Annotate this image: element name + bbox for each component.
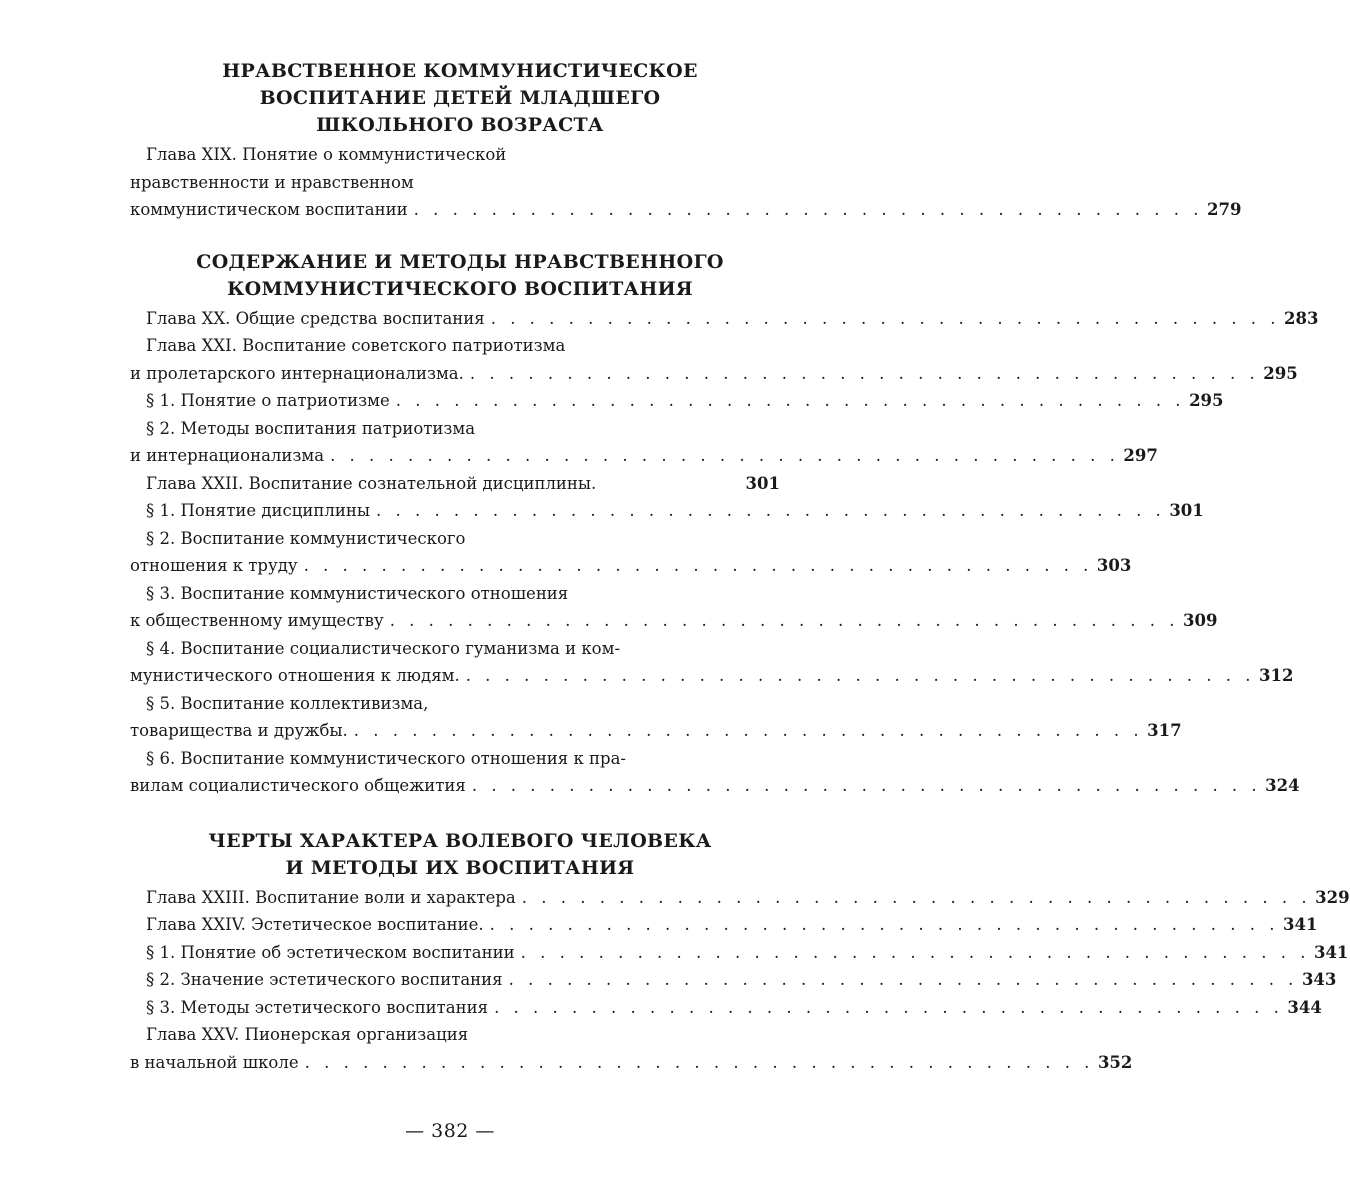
toc-entry-line: § 1. Понятие об эстетическом воспитании: [146, 942, 515, 962]
toc-entry-line: § 2. Значение эстетического воспитания: [146, 970, 503, 989]
toc-entry-line: § 1. Понятие дисциплины: [146, 501, 370, 520]
toc-page-number: 309: [1183, 611, 1218, 630]
toc-entry-line: § 6. Воспитание коммунистического отношения к пра-: [146, 748, 626, 768]
toc-entry-line: товарищества и дружбы.: [130, 721, 348, 740]
toc-entry-line: Глава XIX. Понятие о коммунистической: [146, 145, 507, 164]
toc-page-number: 297: [1123, 446, 1158, 465]
dot-leader: . . . . . . . . . . . . . . . . . . . . . . . . . . . . . . . . . . . . . . . . .: [375, 501, 1166, 520]
toc-page-number: 303: [1096, 556, 1132, 575]
toc-entry-line: § 2. Методы воспитания патриотизма: [146, 418, 476, 438]
toc-entry: [130, 994, 1322, 1022]
toc-entry-line: § 2. Воспитание коммунистического: [146, 528, 466, 548]
toc-page-number: 329: [1315, 887, 1350, 907]
table-of-contents: [130, 58, 1350, 1076]
toc-entry: [130, 497, 1204, 525]
dot-leader: . . . . . . . . . . . . . . . . . . . . . . . . . . . . . . . . . . . . . . . . .: [469, 363, 1260, 383]
page-number: — 382 —: [405, 1120, 495, 1142]
section-heading-line: КОММУНИСТИЧЕСКОГО ВОСПИТАНИЯ: [227, 277, 693, 300]
toc-entry-line: Глава XXIV. Эстетическое воспитание.: [146, 915, 484, 934]
toc-entry-line: Глава XX. Общие средства воспитания: [146, 308, 485, 328]
toc-entry-line: отношения к труду: [130, 556, 298, 575]
toc-entry: [130, 580, 1218, 635]
toc-entry-line: Глава XXII. Воспитание сознательной дисциплины.: [146, 473, 597, 493]
toc-entry: [130, 635, 1294, 690]
dot-leader: . . . . . . . . . . . . . . . . . . . . . . . . . . . . . . . . . . . . . . . . .: [304, 1052, 1094, 1072]
toc-entry-line: в начальной школе: [130, 1052, 299, 1072]
toc-entry-line: § 1. Понятие о патриотизме: [146, 391, 390, 410]
toc-entry-line: § 4. Воспитание социалистического гуманизма и ком-: [146, 638, 621, 658]
dot-leader: . . . . . . . . . . . . . . . . . . . . . . . . . . . . . . . . . . . . . . . . .: [330, 446, 1120, 465]
toc-entry-line: нравственности и нравственном: [130, 172, 414, 192]
toc-page-number: 295: [1263, 363, 1298, 383]
toc-page-number: 343: [1301, 970, 1337, 989]
section-heading-line: СОДЕРЖАНИЕ И МЕТОДЫ НРАВСТВЕННОГО: [196, 250, 724, 273]
dot-leader: . . . . . . . . . . . . . . . . . . . . . . . . . . . . . . . . . . . . . . . . .: [521, 887, 1312, 907]
toc-page-number: 352: [1097, 1052, 1133, 1072]
toc-entry: [130, 305, 1319, 333]
toc-entry: [130, 332, 1298, 387]
toc-entry-line: § 5. Воспитание коллективизма,: [146, 693, 429, 713]
section-heading-line: И МЕТОДЫ ИХ ВОСПИТАНИЯ: [285, 856, 635, 879]
dot-leader: . . . . . . . . . . . . . . . . . . . . . . . . . . . . . . . . . . . . . . . . .: [494, 997, 1284, 1017]
toc-page-number: 301: [1169, 501, 1204, 520]
section-heading: [140, 58, 780, 139]
dot-leader: . . . . . . . . . . . . . . . . . . . . . . . . . . . . . . . . . . . . . . . . .: [490, 308, 1281, 328]
toc-page-number: 312: [1259, 666, 1294, 685]
toc-page-number: 283: [1284, 308, 1319, 328]
toc-entry: [130, 884, 1350, 912]
dot-leader: . . . . . . . . . . . . . . . . . . . . . . . . . . . . . . . . . . . . . . . . .: [508, 970, 1298, 989]
section-heading: [140, 828, 780, 882]
dot-leader: . . . . . . . . . . . . . . . . . . . . . . . . . . . . . . . . . . . . . . . . .: [465, 666, 1256, 685]
section-heading: [140, 249, 780, 303]
toc-page-number: 324: [1265, 776, 1300, 795]
toc-entry: [130, 387, 1224, 415]
dot-leader: . . . . . . . . . . . . . . . . . . . . . . . . . . . . . . . . . . . . . . . . .: [520, 942, 1310, 962]
toc-entry: [130, 470, 780, 498]
toc-entry-line: § 3. Воспитание коммунистического отношения: [146, 583, 569, 603]
toc-entry: [130, 939, 1349, 967]
toc-entry-line: Глава XXI. Воспитание советского патриотизма: [146, 336, 566, 355]
toc-entry: [130, 911, 1318, 939]
toc-page-number: 317: [1147, 721, 1182, 740]
toc-entry: [130, 1021, 1133, 1076]
toc-entry-line: Глава XXV. Пионерская организация: [146, 1025, 469, 1044]
toc-entry-line: § 3. Методы эстетического воспитания: [146, 997, 489, 1017]
toc-entry: [130, 141, 1242, 224]
dot-leader: . . . . . . . . . . . . . . . . . . . . . . . . . . . . . . . . . . . . . . . . .: [413, 200, 1203, 219]
section-heading-line: ВОСПИТАНИЕ ДЕТЕЙ МЛАДШЕГО: [259, 87, 661, 109]
toc-entry-line: коммунистическом воспитании: [130, 200, 408, 219]
toc-entry-line: и пролетарского интернационализма.: [130, 363, 464, 383]
toc-entry-line: и интернационализма: [130, 446, 325, 465]
dot-leader: . . . . . . . . . . . . . . . . . . . . . . . . . . . . . . . . . . . . . . . . .: [389, 611, 1180, 630]
dot-leader: . . . . . . . . . . . . . . . . . . . . . . . . . . . . . . . . . . . . . . . . .: [471, 776, 1262, 795]
dot-leader: . . . . . . . . . . . . . . . . . . . . . . . . . . . . . . . . . . . . . . . . .: [489, 915, 1279, 934]
toc-page-number: 344: [1287, 997, 1322, 1017]
section-heading-line: ШКОЛЬНОГО ВОЗРАСТА: [316, 114, 604, 136]
toc-entry-line: вилам социалистического общежития: [130, 776, 466, 795]
toc-entry: [130, 415, 1158, 470]
toc-entry-line: мунистического отношения к людям.: [130, 666, 460, 685]
toc-entry: [130, 525, 1132, 580]
toc-entry-line: Глава XXIII. Воспитание воли и характера: [146, 887, 516, 907]
dot-leader: . . . . . . . . . . . . . . . . . . . . . . . . . . . . . . . . . . . . . . . . .: [303, 556, 1093, 575]
toc-page-number: 301: [745, 473, 780, 493]
toc-entry: [130, 690, 1182, 745]
toc-page-number: 295: [1189, 391, 1224, 410]
toc-entry: [130, 966, 1337, 994]
dot-leader: . . . . . . . . . . . . . . . . . . . . . . . . . . . . . . . . . . . . . . . . .: [353, 721, 1144, 740]
toc-page-number: 341: [1313, 942, 1349, 962]
toc-page-number: 279: [1206, 200, 1242, 219]
toc-entry: [130, 745, 1300, 800]
dot-leader: . . . . . . . . . . . . . . . . . . . . . . . . . . . . . . . . . . . . . . . . .: [395, 391, 1186, 410]
toc-page-number: 341: [1282, 915, 1318, 934]
section-heading-line: НРАВСТВЕННОЕ КОММУНИСТИЧЕСКОЕ: [222, 60, 698, 82]
toc-entry-line: к общественному имуществу: [130, 611, 384, 630]
section-heading-line: ЧЕРТЫ ХАРАКТЕРА ВОЛЕВОГО ЧЕЛОВЕКА: [208, 829, 712, 852]
